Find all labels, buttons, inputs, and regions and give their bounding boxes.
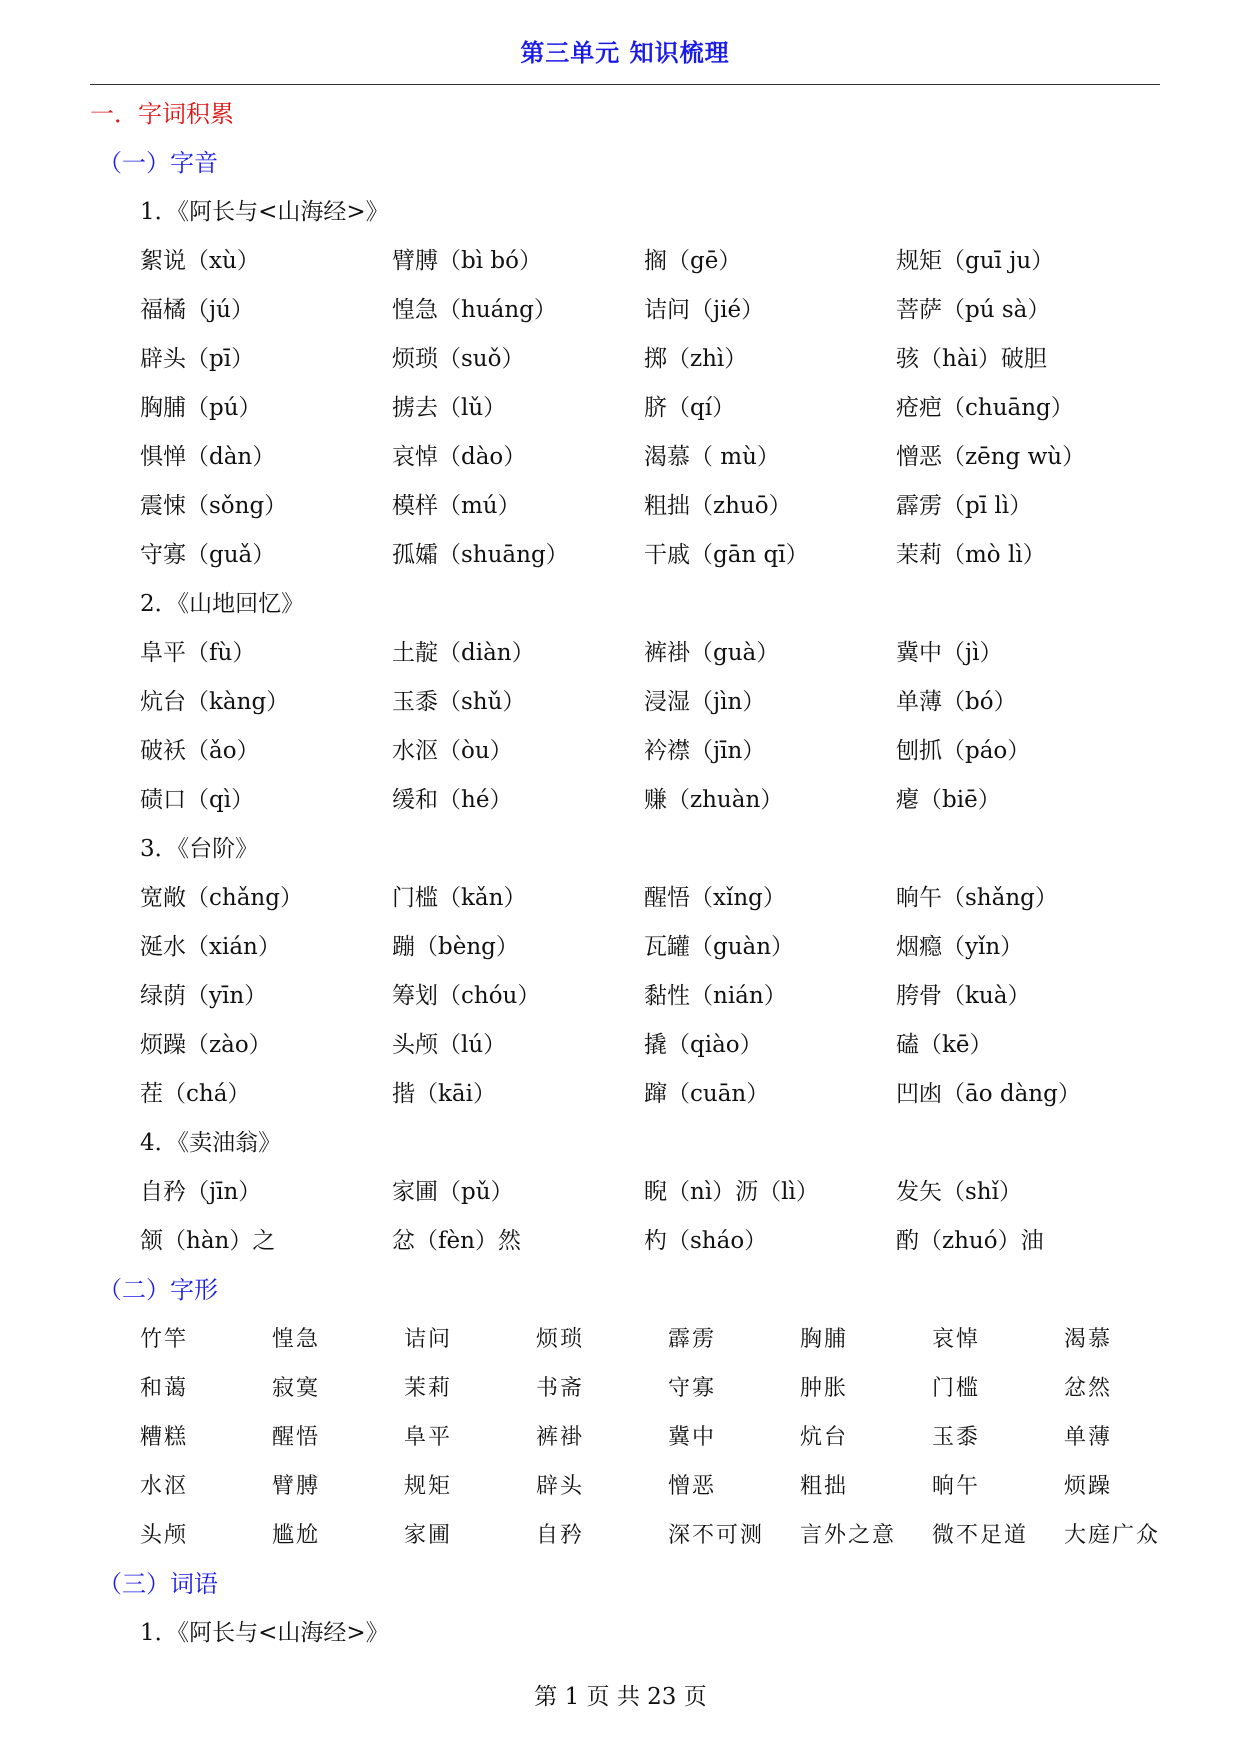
- pronunciation-entry: 凹凼（āo dàng）: [896, 1081, 1081, 1107]
- pronunciation-entry: 掳去（lǔ）: [392, 395, 507, 421]
- pronunciation-entry: 缓和（hé）: [392, 787, 513, 813]
- pronunciation-entry: 冀中（jì）: [896, 640, 1003, 666]
- pronunciation-entry: 头颅（lú）: [392, 1032, 507, 1058]
- character-form-row: [0, 1462, 1241, 1511]
- pronunciation-entry: 规矩（guī ju）: [896, 248, 1055, 274]
- page-header: [90, 34, 1160, 85]
- pronunciation-entry: 杓（sháo）: [644, 1228, 768, 1254]
- subsection-heading-character-forms: （二）字形: [98, 1276, 218, 1304]
- character-form-entry: 言外之意: [800, 1523, 897, 1548]
- character-form-entry: 玉黍: [932, 1425, 981, 1450]
- pronunciation-row: [0, 1070, 1241, 1119]
- document-body: [0, 90, 1241, 1658]
- pronunciation-entry: 土靛（diàn）: [392, 640, 535, 666]
- pronunciation-entry: 干戚（gān qī）: [644, 542, 809, 568]
- pronunciation-entry: 胯骨（kuà）: [896, 983, 1031, 1009]
- pronunciation-entry: 醒悟（xǐng）: [644, 885, 786, 911]
- pronunciation-entry: 水沤（òu）: [392, 738, 513, 764]
- pronunciation-entry: 揩（kāi）: [392, 1081, 497, 1107]
- pronunciation-entry: 碛口（qì）: [140, 787, 255, 813]
- character-form-entry: 家圃: [404, 1523, 453, 1548]
- character-form-entry: 烦琐: [536, 1327, 585, 1352]
- lesson-title: 4．《卖油翁》: [140, 1130, 282, 1156]
- character-form-entry: 烦躁: [1064, 1474, 1113, 1499]
- character-form-entry: 醒悟: [272, 1425, 321, 1450]
- pronunciation-entry: 菩萨（pú sà）: [896, 297, 1051, 323]
- pronunciation-entry: 忿（fèn）然: [392, 1228, 521, 1254]
- pronunciation-entry: 模样（mú）: [392, 493, 521, 519]
- pronunciation-row: [0, 776, 1241, 825]
- character-form-row: [0, 1364, 1241, 1413]
- pronunciation-entry: 磕（kē）: [896, 1032, 993, 1058]
- character-form-entry: 规矩: [404, 1474, 453, 1499]
- pronunciation-entry: 赚（zhuàn）: [644, 787, 784, 813]
- pronunciation-entry: 哀悼（dào）: [392, 444, 527, 470]
- pronunciation-row: [0, 1217, 1241, 1266]
- lesson-title: 1．《阿长与<山海经>》: [140, 1620, 389, 1646]
- pronunciation-row: [0, 335, 1241, 384]
- pronunciation-entry: 酌（zhuó）油: [896, 1228, 1044, 1254]
- pronunciation-entry: 絮说（xù）: [140, 248, 260, 274]
- pronunciation-row: [0, 678, 1241, 727]
- pronunciation-entry: 玉黍（shǔ）: [392, 689, 526, 715]
- pronunciation-entry: 茉莉（mò lì）: [896, 542, 1046, 568]
- character-form-entry: 寂寞: [272, 1376, 321, 1401]
- character-form-entry: 大庭广众: [1064, 1523, 1161, 1548]
- pronunciation-entry: 单薄（bó）: [896, 689, 1017, 715]
- character-form-entry: 书斋: [536, 1376, 585, 1401]
- lesson-title: 3．《台阶》: [140, 836, 259, 862]
- pronunciation-entry: 蹿（cuān）: [644, 1081, 770, 1107]
- pronunciation-entry: 晌午（shǎng）: [896, 885, 1058, 911]
- character-form-entry: 单薄: [1064, 1425, 1113, 1450]
- character-form-entry: 诘问: [404, 1327, 453, 1352]
- character-form-entry: 阜平: [404, 1425, 453, 1450]
- pronunciation-entry: 憎恶（zēng wù）: [896, 444, 1086, 470]
- character-form-entry: 粗拙: [800, 1474, 849, 1499]
- pronunciation-entry: 诘问（jié）: [644, 297, 765, 323]
- character-form-entry: 茉莉: [404, 1376, 453, 1401]
- pronunciation-entry: 宽敞（chǎng）: [140, 885, 303, 911]
- pronunciation-entry: 发矢（shǐ）: [896, 1179, 1022, 1205]
- character-form-entry: 肿胀: [800, 1376, 849, 1401]
- pronunciation-entry: 惶急（huáng）: [392, 297, 557, 323]
- pronunciation-row: [0, 923, 1241, 972]
- pronunciation-entry: 阜平（fù）: [140, 640, 256, 666]
- character-form-entry: 微不足道: [932, 1523, 1029, 1548]
- pronunciation-entry: 浸湿（jìn）: [644, 689, 766, 715]
- character-form-entry: 霹雳: [668, 1327, 717, 1352]
- pronunciation-entry: 渴慕（ mù）: [644, 444, 780, 470]
- pronunciation-row: [0, 482, 1241, 531]
- pronunciation-entry: 烦琐（suǒ）: [392, 346, 525, 372]
- lesson-title: 2．《山地回忆》: [140, 591, 305, 617]
- pronunciation-entry: 粗拙（zhuō）: [644, 493, 792, 519]
- pronunciation-entry: 搁（gē）: [644, 248, 742, 274]
- character-form-entry: 胸脯: [800, 1327, 849, 1352]
- pronunciation-entry: 颔（hàn）之: [140, 1228, 276, 1254]
- pronunciation-entry: 福橘（jú）: [140, 297, 254, 323]
- section-heading-vocabulary-accumulation: 一．字词积累: [90, 100, 234, 128]
- character-form-entry: 辟头: [536, 1474, 585, 1499]
- pronunciation-entry: 震悚（sǒng）: [140, 493, 288, 519]
- character-form-entry: 惶急: [272, 1327, 321, 1352]
- pronunciation-entry: 脐（qí）: [644, 395, 736, 421]
- pronunciation-entry: 自矜（jīn）: [140, 1179, 262, 1205]
- pronunciation-entry: 辟头（pī）: [140, 346, 255, 372]
- character-form-entry: 憎恶: [668, 1474, 717, 1499]
- pronunciation-entry: 惧惮（dàn）: [140, 444, 276, 470]
- character-forms-grid: [0, 1315, 1241, 1560]
- character-form-entry: 深不可测: [668, 1523, 765, 1548]
- pronunciation-row: [0, 384, 1241, 433]
- subsection-heading-words: （三）词语: [98, 1570, 218, 1598]
- pronunciation-row: [0, 433, 1241, 482]
- pronunciation-entry: 守寡（guǎ）: [140, 542, 276, 568]
- character-form-entry: 门槛: [932, 1376, 981, 1401]
- pronunciation-entry: 瘪（biē）: [896, 787, 1001, 813]
- pronunciation-entry: 胸脯（pú）: [140, 395, 262, 421]
- pronunciation-entry: 孤孀（shuāng）: [392, 542, 569, 568]
- pronunciation-entry: 门槛（kǎn）: [392, 885, 527, 911]
- subsection-heading-pronunciation: （一）字音: [98, 149, 218, 177]
- pronunciation-row: [0, 531, 1241, 580]
- lesson-title: 1．《阿长与<山海经>》: [140, 199, 389, 225]
- pronunciation-entry: 蹦（bèng）: [392, 934, 519, 960]
- pronunciation-entry: 茬（chá）: [140, 1081, 251, 1107]
- pronunciation-lessons: [0, 188, 1241, 1266]
- pronunciation-row: [0, 874, 1241, 923]
- pronunciation-entry: 疮疤（chuāng）: [896, 395, 1074, 421]
- character-form-entry: 和蔼: [140, 1376, 189, 1401]
- character-form-entry: 忿然: [1064, 1376, 1113, 1401]
- character-form-entry: 渴慕: [1064, 1327, 1113, 1352]
- pronunciation-entry: 绿荫（yīn）: [140, 983, 268, 1009]
- pronunciation-entry: 家圃（pǔ）: [392, 1179, 514, 1205]
- character-form-entry: 哀悼: [932, 1327, 981, 1352]
- character-form-row: [0, 1511, 1241, 1560]
- pronunciation-entry: 黏性（nián）: [644, 983, 787, 1009]
- pronunciation-entry: 刨抓（páo）: [896, 738, 1031, 764]
- pronunciation-entry: 筹划（chóu）: [392, 983, 541, 1009]
- pronunciation-row: [0, 629, 1241, 678]
- character-form-entry: 裤褂: [536, 1425, 585, 1450]
- character-form-entry: 臂膊: [272, 1474, 321, 1499]
- pronunciation-entry: 衿襟（jīn）: [644, 738, 766, 764]
- page-footer: 第 1 页 共 23 页: [534, 1684, 707, 1710]
- character-form-entry: 炕台: [800, 1425, 849, 1450]
- character-form-entry: 糟糕: [140, 1425, 189, 1450]
- pronunciation-entry: 撬（qiào）: [644, 1032, 763, 1058]
- character-form-row: [0, 1315, 1241, 1364]
- character-form-entry: 水沤: [140, 1474, 189, 1499]
- pronunciation-entry: 掷（zhì）: [644, 346, 748, 372]
- character-form-entry: 竹竿: [140, 1327, 189, 1352]
- pronunciation-row: [0, 237, 1241, 286]
- character-form-row: [0, 1413, 1241, 1462]
- character-form-entry: 头颅: [140, 1523, 189, 1548]
- pronunciation-entry: 烟瘾（yǐn）: [896, 934, 1024, 960]
- pronunciation-entry: 臂膊（bì bó）: [392, 248, 542, 274]
- pronunciation-entry: 烦躁（zào）: [140, 1032, 272, 1058]
- character-form-entry: 晌午: [932, 1474, 981, 1499]
- pronunciation-entry: 霹雳（pī lì）: [896, 493, 1033, 519]
- character-form-entry: 尴尬: [272, 1523, 321, 1548]
- pronunciation-row: [0, 1021, 1241, 1070]
- pronunciation-entry: 骇（hài）破胆: [896, 346, 1047, 372]
- pronunciation-entry: 炕台（kàng）: [140, 689, 290, 715]
- pronunciation-row: [0, 972, 1241, 1021]
- character-form-entry: 自矜: [536, 1523, 585, 1548]
- page-title: 第三单元 知识梳理: [520, 39, 730, 67]
- pronunciation-row: [0, 1168, 1241, 1217]
- pronunciation-row: [0, 286, 1241, 335]
- pronunciation-entry: 瓦罐（guàn）: [644, 934, 795, 960]
- character-form-entry: 冀中: [668, 1425, 717, 1450]
- pronunciation-entry: 涎水（xián）: [140, 934, 281, 960]
- character-form-entry: 守寡: [668, 1376, 717, 1401]
- pronunciation-entry: 睨（nì）沥（lì）: [644, 1179, 819, 1205]
- pronunciation-entry: 破袄（ǎo）: [140, 738, 260, 764]
- pronunciation-entry: 裤褂（guà）: [644, 640, 780, 666]
- pronunciation-row: [0, 727, 1241, 776]
